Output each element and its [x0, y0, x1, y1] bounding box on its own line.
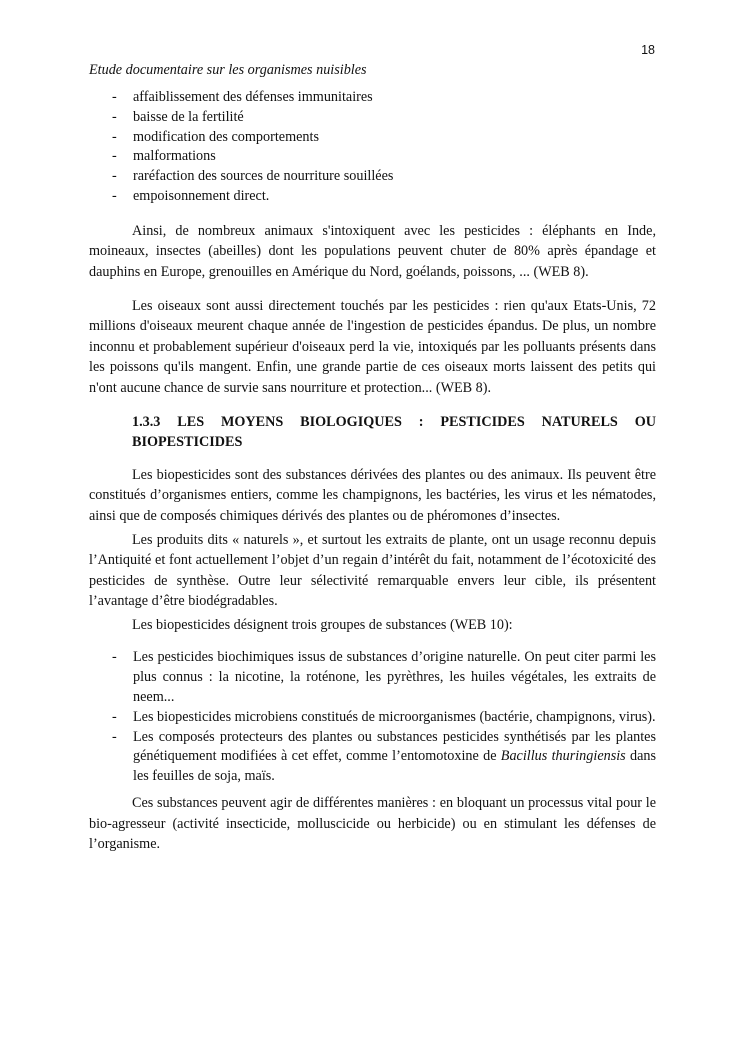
list-item: - modification des comportements	[89, 128, 656, 148]
paragraph-birds: Les oiseaux sont aussi directement touchés par les pesticides : rien qu'aux Etats-Unis, 72 millions d'oiseaux meurent chaque année de l'ingestion de pesticides épandus. De plus, un nombre inconnu et probablement supérieur d'oiseaux perd la vie, intoxiqués par les polluants présents dans les poissons qu'ils mangent. Enfin, une grande partie de ces oiseaux morts laissent des petits qui n'ont aucune chance de survie sans nourriture et protection... (WEB 8).	[89, 297, 656, 396]
list-item: - malformations	[89, 147, 656, 167]
list-item-biochemical: - Les pesticides biochimiques issus de substances d’origine naturelle. On peut citer parmi les plus connus : la nicotine, la roténone, les pyrèthres, les huiles végétales, les extraits de neem...	[89, 648, 656, 707]
paragraph-modes-of-action: Ces substances peuvent agir de différentes manières : en bloquant un processus vital pour le bio-agresseur (activité insecticide, molluscicide ou herbicide) ou en stimulant les défenses de l’organisme.	[89, 795, 656, 853]
running-header: Etude documentaire sur les organismes nuisibles	[89, 62, 367, 78]
list-item: - affaiblissement des défenses immunitaires	[89, 88, 656, 108]
group-text-end: dans les feuilles de soja, maïs.	[133, 748, 657, 785]
list-item-plant-protectors	[89, 728, 656, 787]
section-number: 1.3.3	[132, 413, 161, 430]
page-content	[89, 60, 656, 855]
species-name: Bacillus thuringiensis	[500, 748, 626, 765]
paragraph-animals: Ainsi, de nombreux animaux s'intoxiquent avec les pesticides : éléphants en Inde, moineaux, insectes (abeilles) dont les populations peuvent chuter de 80% après épandage et dauphins en Europe, grenouilles en Amérique du Nord, goélands, poissons, ... (WEB 8).	[89, 222, 656, 280]
list-item: - empoisonnement direct.	[89, 187, 656, 207]
group-text: Les composés protecteurs des plantes ou substances pesticides synthétisés par les plantes génétiquement modifiées à cet effet, comme l’entomotoxine de	[133, 728, 656, 765]
list-item: - raréfaction des sources de nourriture souillées	[89, 167, 656, 187]
section-heading	[132, 412, 656, 453]
list-item: - baisse de la fertilité	[89, 108, 656, 128]
paragraph-natural-products: Les produits dits « naturels », et surtout les extraits de plante, ont un usage reconnu depuis l’Antiquité et font actuellement l’objet d’un regain d’intérêt du fait, notamment de l’écotoxicité des pesticides de synthèse. Outre leur sélectivité remarquable envers leur cible, ils présentent l’avantage d’être biodégradables.	[89, 531, 656, 610]
section-title: LES MOYENS BIOLOGIQUES : PESTICIDES NATURELS OU BIOPESTICIDES	[132, 413, 656, 451]
effects-list	[89, 88, 656, 207]
page-number: 18	[641, 43, 655, 57]
paragraph-biopesticides-def: Les biopesticides sont des substances dérivées des plantes ou des animaux. Ils peuvent être constitués d’organismes entiers, comme les champignons, les bactéries, les virus et les nématodes, ainsi que de composés chimiques dérivés des plantes ou de phéromones d’insectes.	[89, 466, 656, 524]
paragraph-three-groups: Les biopesticides désignent trois groupes de substances (WEB 10):	[132, 616, 513, 633]
list-item-microbial: - Les biopesticides microbiens constitués de microorganismes (bactérie, champignons, virus).	[89, 708, 656, 728]
groups-list	[89, 648, 656, 787]
